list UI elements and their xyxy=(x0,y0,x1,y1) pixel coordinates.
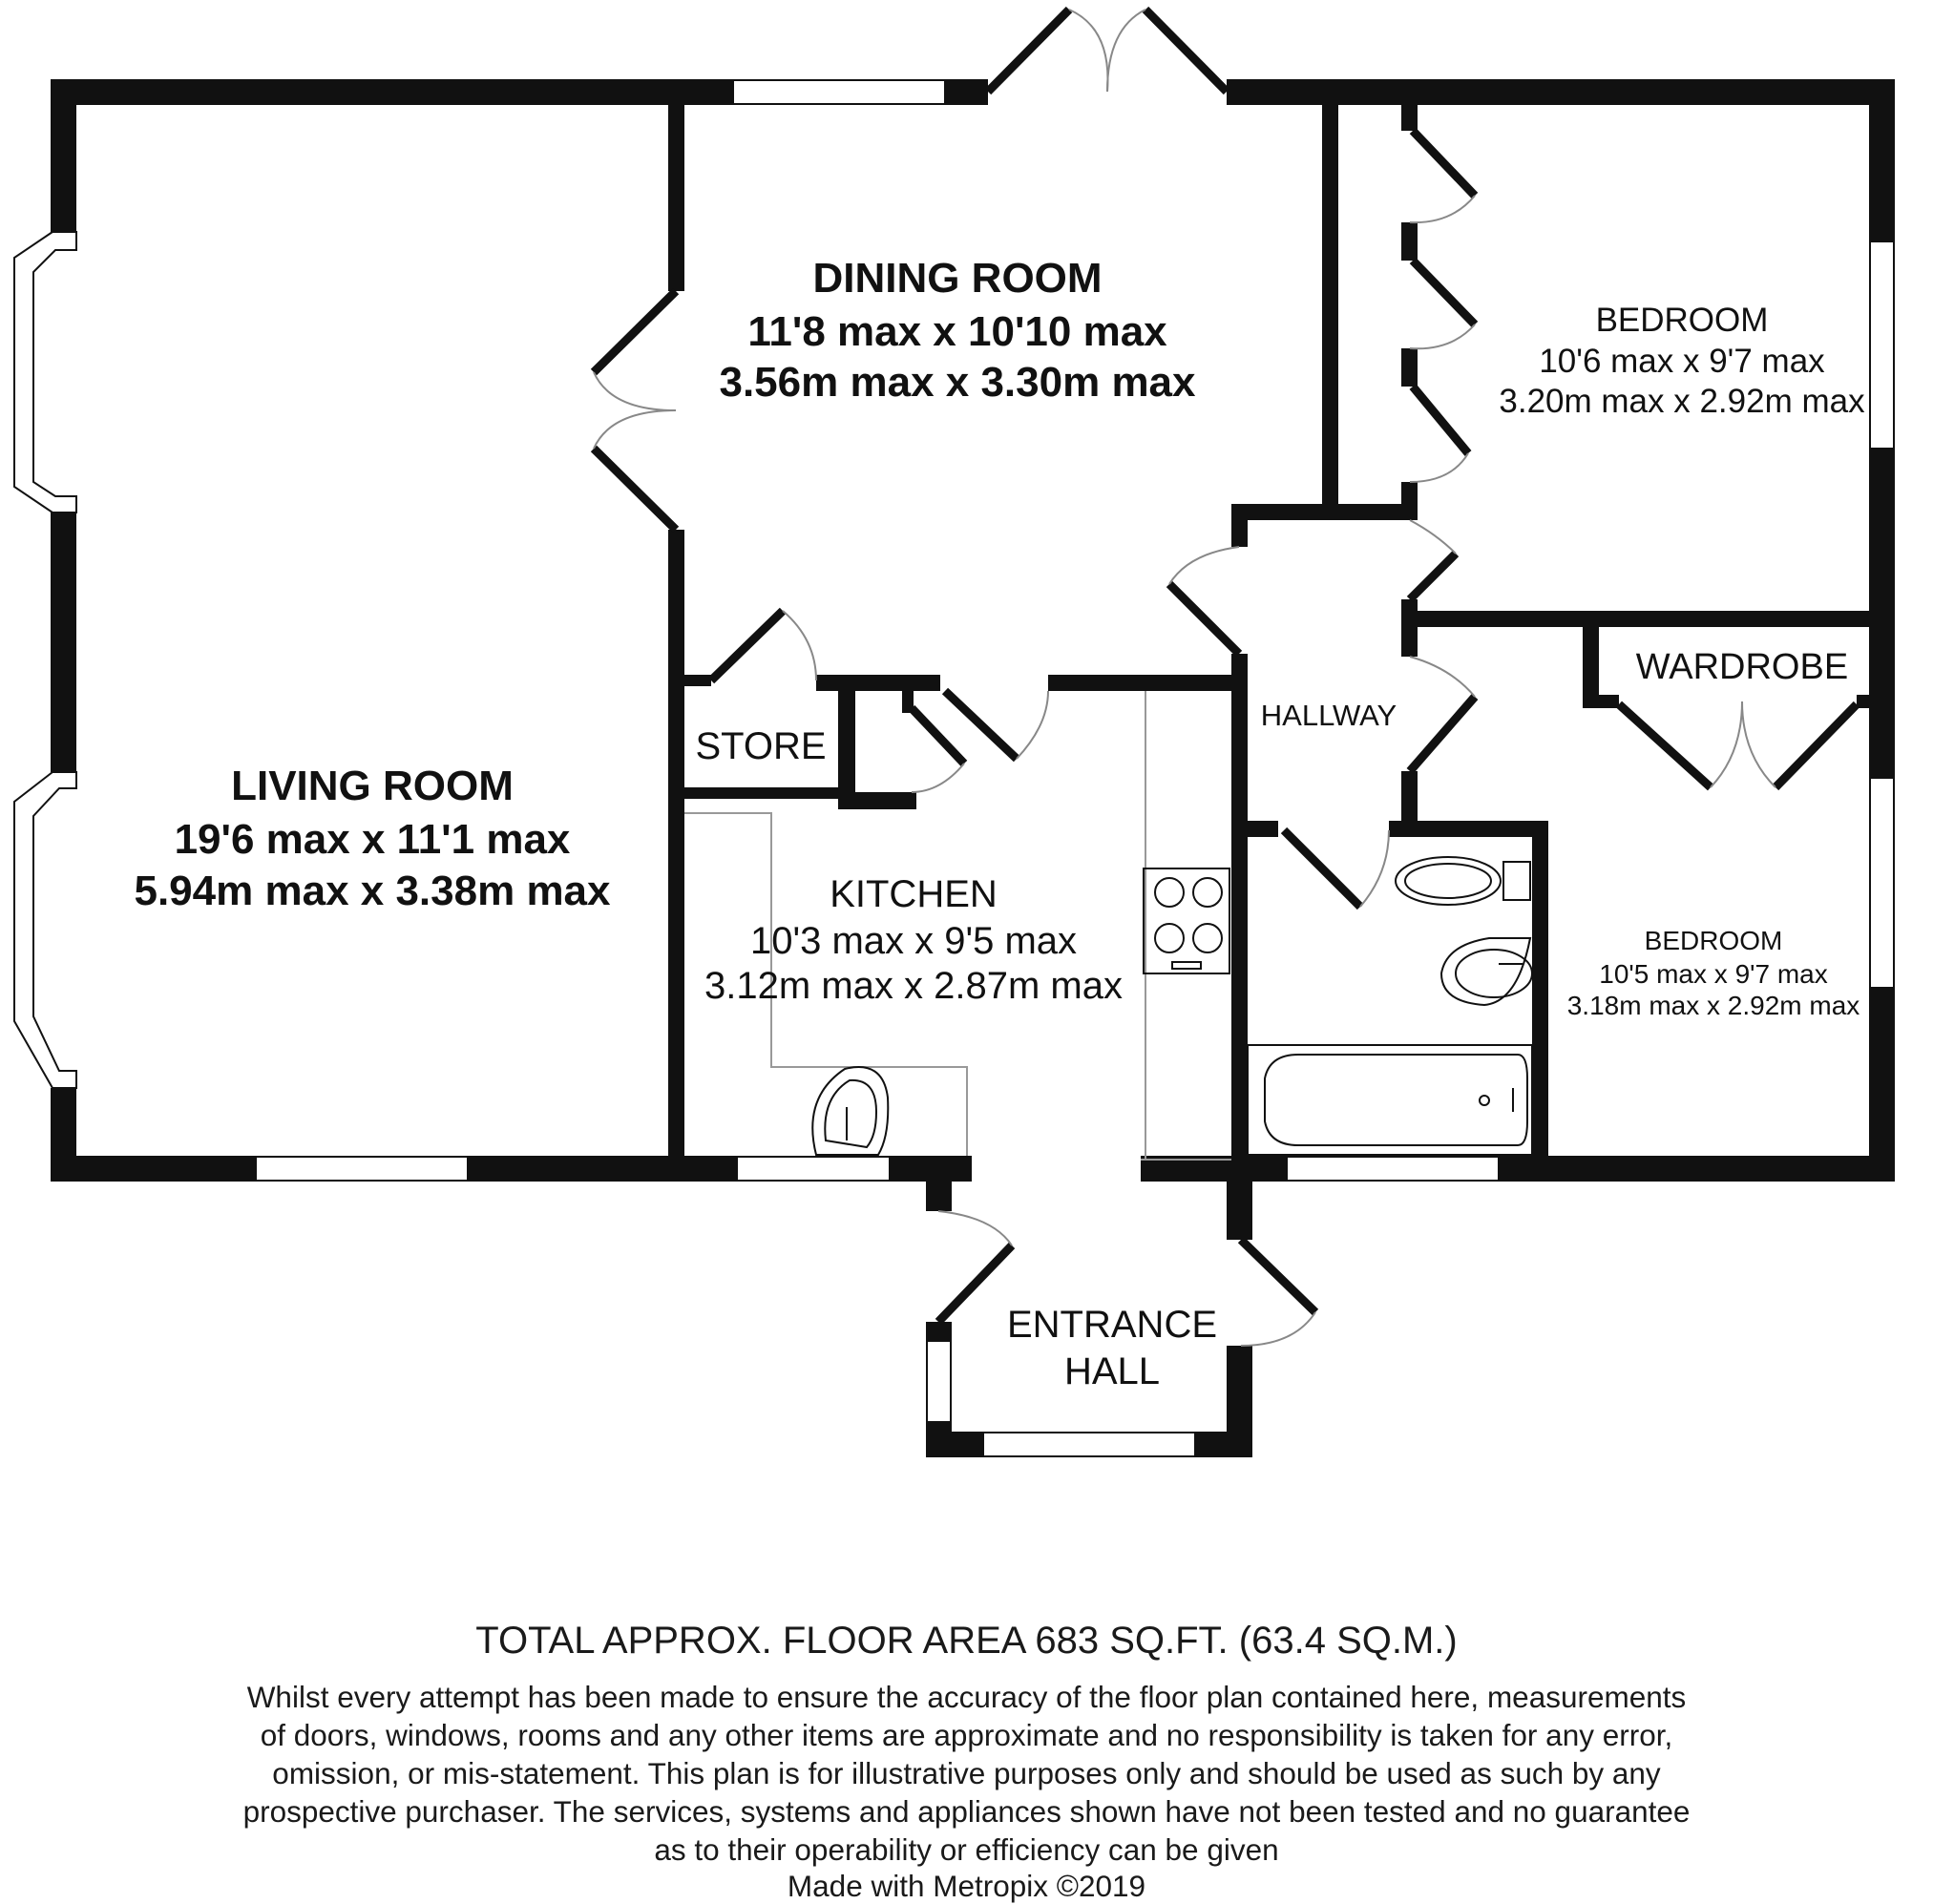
dining-room-dim-metric: 3.56m max x 3.30m max xyxy=(719,359,1196,406)
toilet-icon xyxy=(1396,857,1530,905)
wall-hall-left-lower xyxy=(1231,654,1248,1160)
disclaimer-line: of doors, windows, rooms and any other items are approximate and no responsibility is taken for any error, xyxy=(260,1718,1673,1752)
door-entrance-left xyxy=(938,1211,1012,1322)
hallway-label: HALLWAY xyxy=(1260,699,1397,732)
window-entrance-left xyxy=(927,1341,951,1422)
door-wardrobe xyxy=(1619,701,1857,787)
door-dining-french xyxy=(988,10,1227,92)
door-bathroom xyxy=(1284,830,1389,907)
window-kitchen-bottom xyxy=(737,1157,890,1181)
wall-store-right xyxy=(838,675,855,797)
window-dining-top xyxy=(733,80,945,104)
wall-top-right xyxy=(1227,79,1895,105)
wall-wardrobe-bottom-left xyxy=(1583,695,1619,708)
door-hallway-bed2 xyxy=(1410,657,1475,771)
dining-room-name: DINING ROOM xyxy=(812,255,1103,302)
wall-living-dining-upper xyxy=(668,105,684,291)
wall-right-lower xyxy=(1869,988,1895,1182)
wall-wardrobe-bottom-right xyxy=(1857,695,1895,708)
wall-dining-bottom xyxy=(1048,675,1239,691)
room-labels xyxy=(134,255,1865,1392)
wall-left-middle xyxy=(51,513,76,772)
window-bed2-right xyxy=(1870,778,1894,988)
wall-cupboard-top xyxy=(816,675,940,691)
wall-entrance-right-upper xyxy=(1227,1156,1252,1240)
metropix-credit: Made with Metropix ©2019 xyxy=(787,1869,1146,1903)
wall-hall-right-b xyxy=(1401,771,1418,828)
total-floor-area: TOTAL APPROX. FLOOR AREA 683 SQ.FT. (63.4 SQ.M.) xyxy=(475,1620,1458,1662)
disclaimer-line: Whilst every attempt has been made to ensure the accuracy of the floor plan contained here, measurements xyxy=(246,1680,1687,1714)
wall-cupboard-bottom xyxy=(838,792,916,809)
bay-window-lower xyxy=(14,772,76,1088)
door-hallway-dining xyxy=(1169,547,1239,654)
wall-entrance-left-lower xyxy=(926,1322,952,1341)
wall-store-top xyxy=(684,675,711,686)
wall-bed1-stub-2 xyxy=(1401,222,1418,261)
wall-living-dining-lower xyxy=(668,530,684,1160)
living-room-dim-imperial: 19'6 max x 11'1 max xyxy=(174,816,571,863)
living-room-dim-metric: 5.94m max x 3.38m max xyxy=(134,868,611,914)
bedroom2-dim-metric: 3.18m max x 2.92m max xyxy=(1566,991,1860,1020)
door-bed1-closet-upper xyxy=(1410,131,1475,482)
bedroom2-dim-imperial: 10'5 max x 9'7 max xyxy=(1599,959,1828,989)
wall-cupboard-post xyxy=(902,675,914,713)
bath-icon xyxy=(1248,1045,1532,1155)
bedroom2-name: BEDROOM xyxy=(1644,926,1783,955)
bedroom1-name: BEDROOM xyxy=(1595,302,1769,339)
bedroom1-dim-metric: 3.20m max x 2.92m max xyxy=(1499,383,1865,420)
disclaimer-line: omission, or mis-statement. This plan is for illustrative purposes only and should be used as such by any xyxy=(272,1756,1661,1790)
kitchen-dim-imperial: 10'3 max x 9'5 max xyxy=(749,920,1078,962)
door-hallway-bed1 xyxy=(1410,520,1456,599)
window-entrance-bottom xyxy=(983,1433,1195,1456)
door-living-dining xyxy=(594,291,676,530)
door-entrance-right xyxy=(1241,1240,1315,1346)
bedroom1-dim-imperial: 10'6 max x 9'7 max xyxy=(1539,343,1825,380)
window-bed1-right xyxy=(1870,241,1894,449)
basin-icon xyxy=(1441,938,1532,1005)
wardrobe-label: WARDROBE xyxy=(1635,647,1849,687)
wall-left-upper xyxy=(51,79,76,232)
wall-dining-bedroom xyxy=(1322,105,1338,506)
wall-right-upper xyxy=(1869,79,1895,241)
entrance-hall-line2: HALL xyxy=(1063,1350,1161,1392)
living-room-name: LIVING ROOM xyxy=(231,763,514,809)
window-bath-bottom xyxy=(1287,1157,1499,1181)
disclaimer-line: as to their operability or efficiency can be given xyxy=(654,1832,1279,1867)
wall-entrance-left-bottom xyxy=(926,1422,952,1457)
kitchen-name: KITCHEN xyxy=(830,873,998,915)
kitchen-sink-icon xyxy=(812,1067,888,1155)
wall-bed1-stub-3 xyxy=(1401,348,1418,387)
wall-store-bottom xyxy=(684,787,847,799)
door-cupboard xyxy=(912,708,964,792)
kitchen-dim-metric: 3.12m max x 2.87m max xyxy=(704,965,1123,1007)
window-living-bottom xyxy=(256,1157,468,1181)
entrance-hall-line1: ENTRANCE xyxy=(1006,1304,1218,1346)
wall-hall-top xyxy=(1231,504,1418,520)
bay-window-upper xyxy=(14,232,76,513)
wall-bed1-stub-1 xyxy=(1401,105,1418,131)
wall-bath-right xyxy=(1532,821,1548,1160)
wall-hall-right-a xyxy=(1401,599,1418,657)
wall-bath-top-right xyxy=(1389,821,1548,837)
disclaimer-line: prospective purchaser. The services, systems and appliances shown have not been tested and no guarantee xyxy=(242,1794,1691,1829)
door-store xyxy=(711,611,816,680)
door-kitchen xyxy=(945,691,1048,759)
wall-entrance-left-upper xyxy=(926,1156,952,1211)
wall-bath-top xyxy=(1248,821,1278,837)
store-label: STORE xyxy=(695,725,827,767)
hob-icon xyxy=(1144,868,1229,973)
disclaimer xyxy=(0,1678,1933,1869)
wall-hall-left-upper xyxy=(1231,504,1248,547)
dining-room-dim-imperial: 11'8 max x 10'10 max xyxy=(747,308,1167,355)
wall-bedroom-divider xyxy=(1401,611,1895,627)
